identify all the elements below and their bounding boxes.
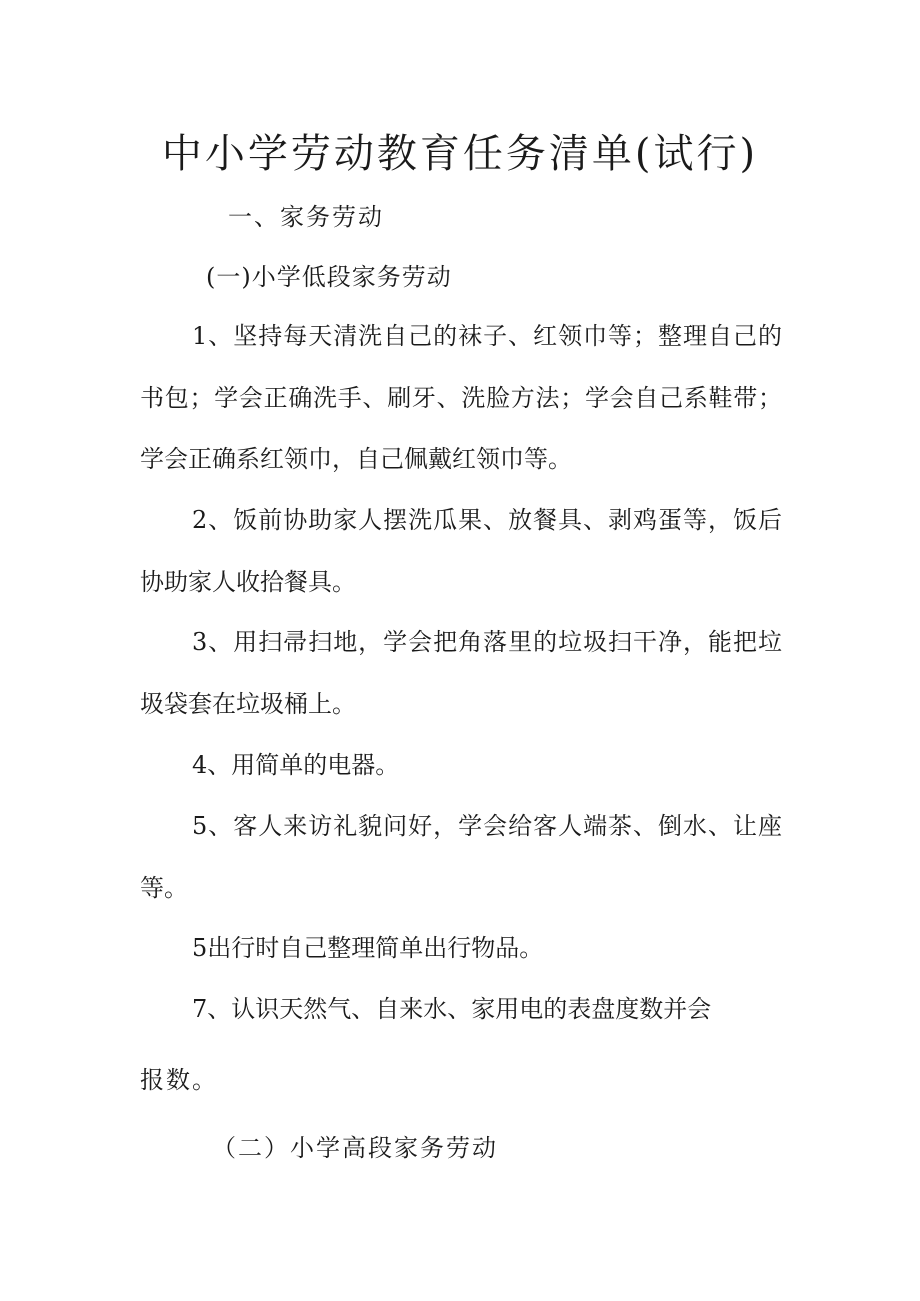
list-item-7-continued: 报数。 bbox=[140, 1066, 218, 1094]
subsection-heading-upper-primary: （二）小学高段家务劳动 bbox=[212, 1134, 498, 1162]
list-item-3: 3、用扫帚扫地，学会把角落里的垃圾扫干净，能把垃圾袋套在垃圾桶上。 bbox=[140, 628, 782, 718]
list-item-1: 1、坚持每天清洗自己的袜子、红领巾等；整理自己的书包；学会正确洗手、刷牙、洗脸方法；学会自己系鞋带；学会正确系红领巾，自己佩戴红领巾等。 bbox=[140, 322, 782, 473]
section-heading-household-labor: 一、家务劳动 bbox=[228, 203, 384, 231]
list-item-5: 5、客人来访礼貌问好，学会给客人端茶、倒水、让座等。 bbox=[140, 812, 782, 902]
subsection-heading-lower-primary: (一)小学低段家务劳动 bbox=[206, 263, 452, 291]
document-title: 中小学劳动教育任务清单(试行) bbox=[161, 131, 759, 177]
list-item-4: 4、用简单的电器。 bbox=[192, 751, 400, 779]
list-item-6: 5出行时自己整理简单出行物品。 bbox=[192, 934, 544, 962]
list-item-2: 2、饭前协助家人摆洗瓜果、放餐具、剥鸡蛋等，饭后协助家人收拾餐具。 bbox=[140, 506, 782, 596]
list-item-7: 7、认识天然气、自来水、家用电的表盘度数并会 bbox=[192, 995, 712, 1023]
